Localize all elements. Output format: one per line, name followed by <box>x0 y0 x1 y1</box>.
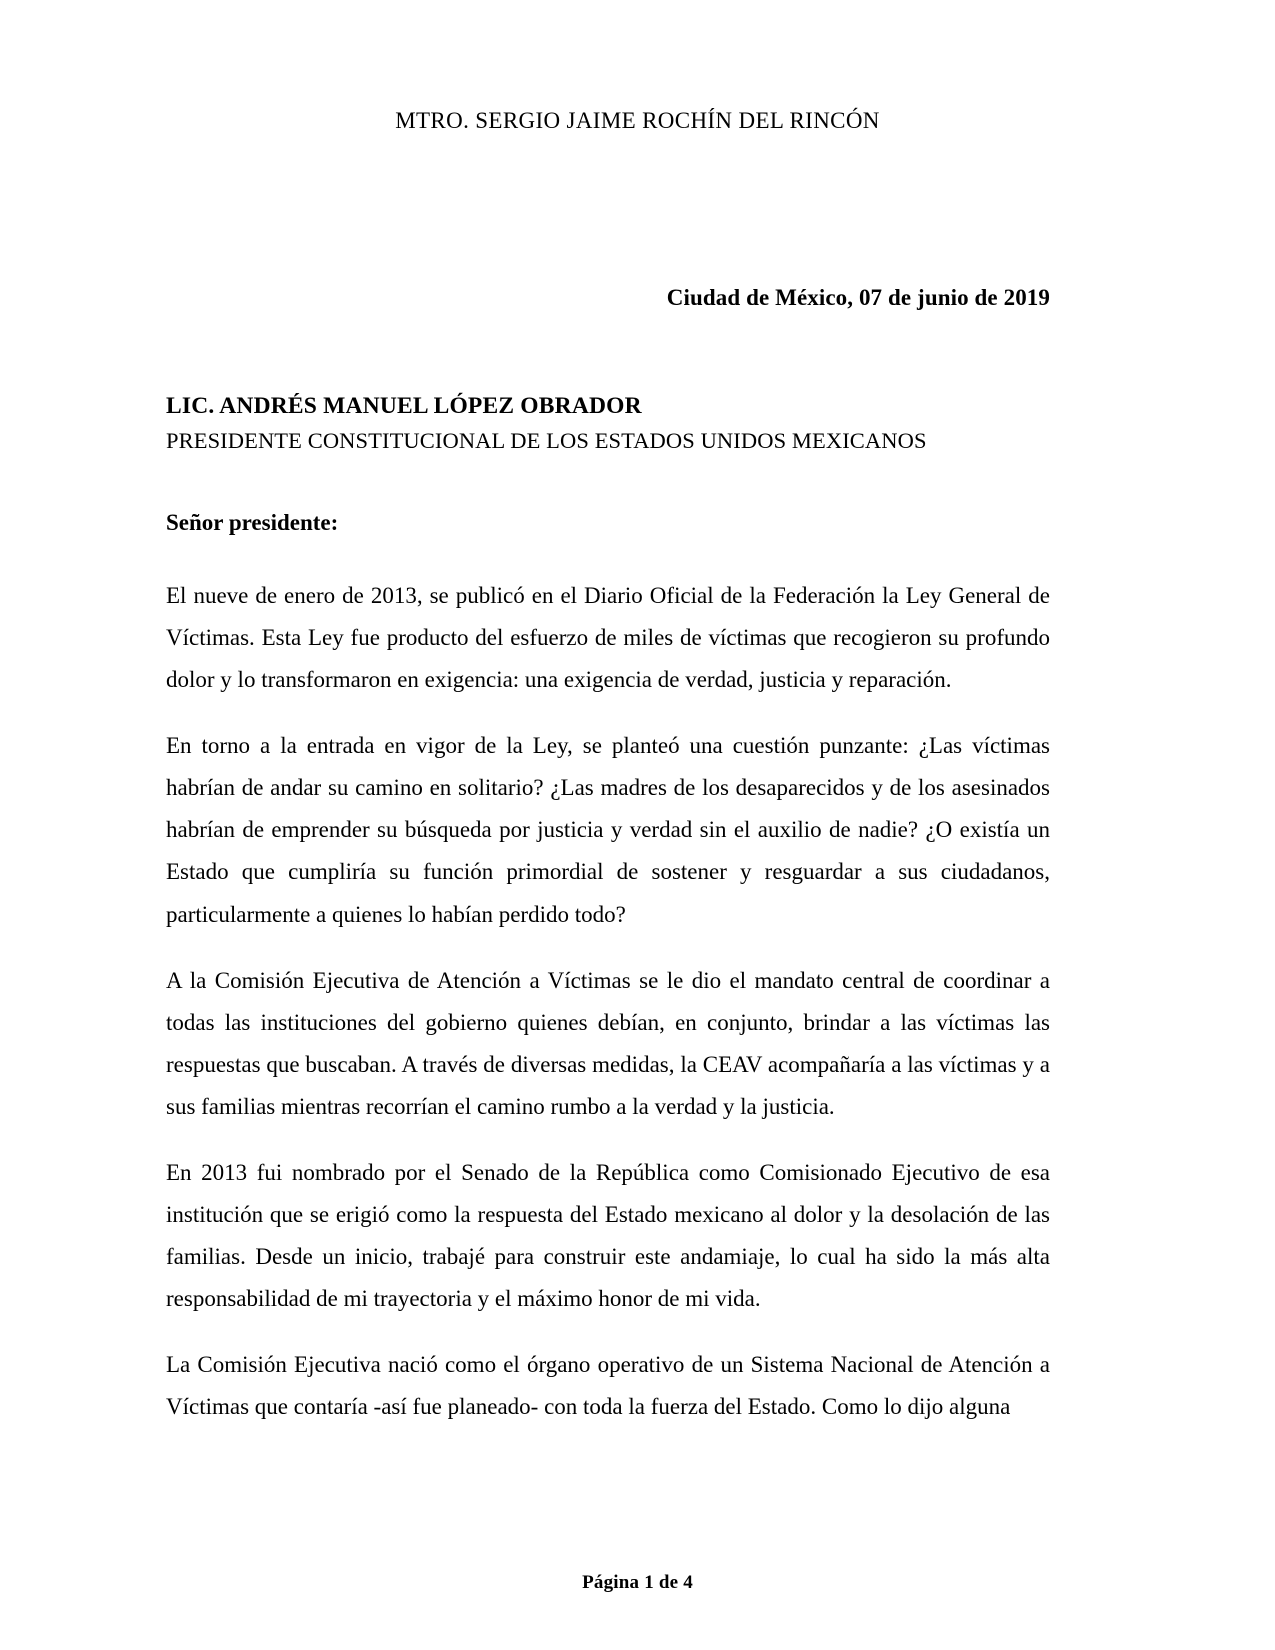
addressee-name: LIC. ANDRÉS MANUEL LÓPEZ OBRADOR <box>166 393 642 419</box>
body-paragraph: En torno a la entrada en vigor de la Ley, se planteó una cuestión punzante: ¿Las víctimas habrían de andar su camino en solitario? ¿Las madres de los desaparecidos y de los asesinados habrían de emprender su búsqueda por justicia y verdad sin el auxilio de nadie? ¿O existía un Estado que cumpliría su función primordial de sostener y resguardar a sus ciudadanos, particularmente a quienes lo habían perdido todo? <box>166 733 1050 927</box>
document-header <box>0 108 1275 134</box>
body-paragraph: A la Comisión Ejecutiva de Atención a Víctimas se le dio el mandato central de coordinar a todas las instituciones del gobierno quienes debían, en conjunto, brindar a las víctimas las respuestas que buscaban. A través de diversas medidas, la CEAV acompañaría a las víctimas y a sus familias mientras recorrían el camino rumbo a la verdad y la justicia. <box>166 967 1050 1119</box>
body-paragraph: El nueve de enero de 2013, se publicó en el Diario Oficial de la Federación la Ley General de Víctimas. Esta Ley fue producto del esfuerzo de miles de víctimas que recogieron su profundo dolor y lo transformaron en exigencia: una exigencia de verdad, justicia y reparación. <box>166 583 1050 693</box>
letterhead-name: MTRO. SERGIO JAIME ROCHÍN DEL RINCÓN <box>395 108 880 133</box>
body-paragraph: La Comisión Ejecutiva nació como el órgano operativo de un Sistema Nacional de Atención a Víctimas que contaría -así fue planeado- con toda la fuerza del Estado. Como lo dijo alguna <box>166 1352 1050 1420</box>
addressee-title: PRESIDENTE CONSTITUCIONAL DE LOS ESTADOS UNIDOS MEXICANOS <box>166 428 927 453</box>
salutation: Señor presidente: <box>166 510 339 535</box>
body-paragraph: En 2013 fui nombrado por el Senado de la República como Comisionado Ejecutivo de esa institución que se erigió como la respuesta del Estado mexicano al dolor y la desolación de las familias. Desde un inicio, trabajé para construir este andamiaje, lo cual ha sido la más alta responsabilidad de mi trayectoria y el máximo honor de mi vida. <box>166 1159 1050 1312</box>
document-footer <box>0 1572 1275 1594</box>
date-line: Ciudad de México, 07 de junio de 2019 <box>666 285 1050 310</box>
page-number: Página 1 de 4 <box>582 1572 693 1593</box>
letter-body <box>166 285 1050 1428</box>
